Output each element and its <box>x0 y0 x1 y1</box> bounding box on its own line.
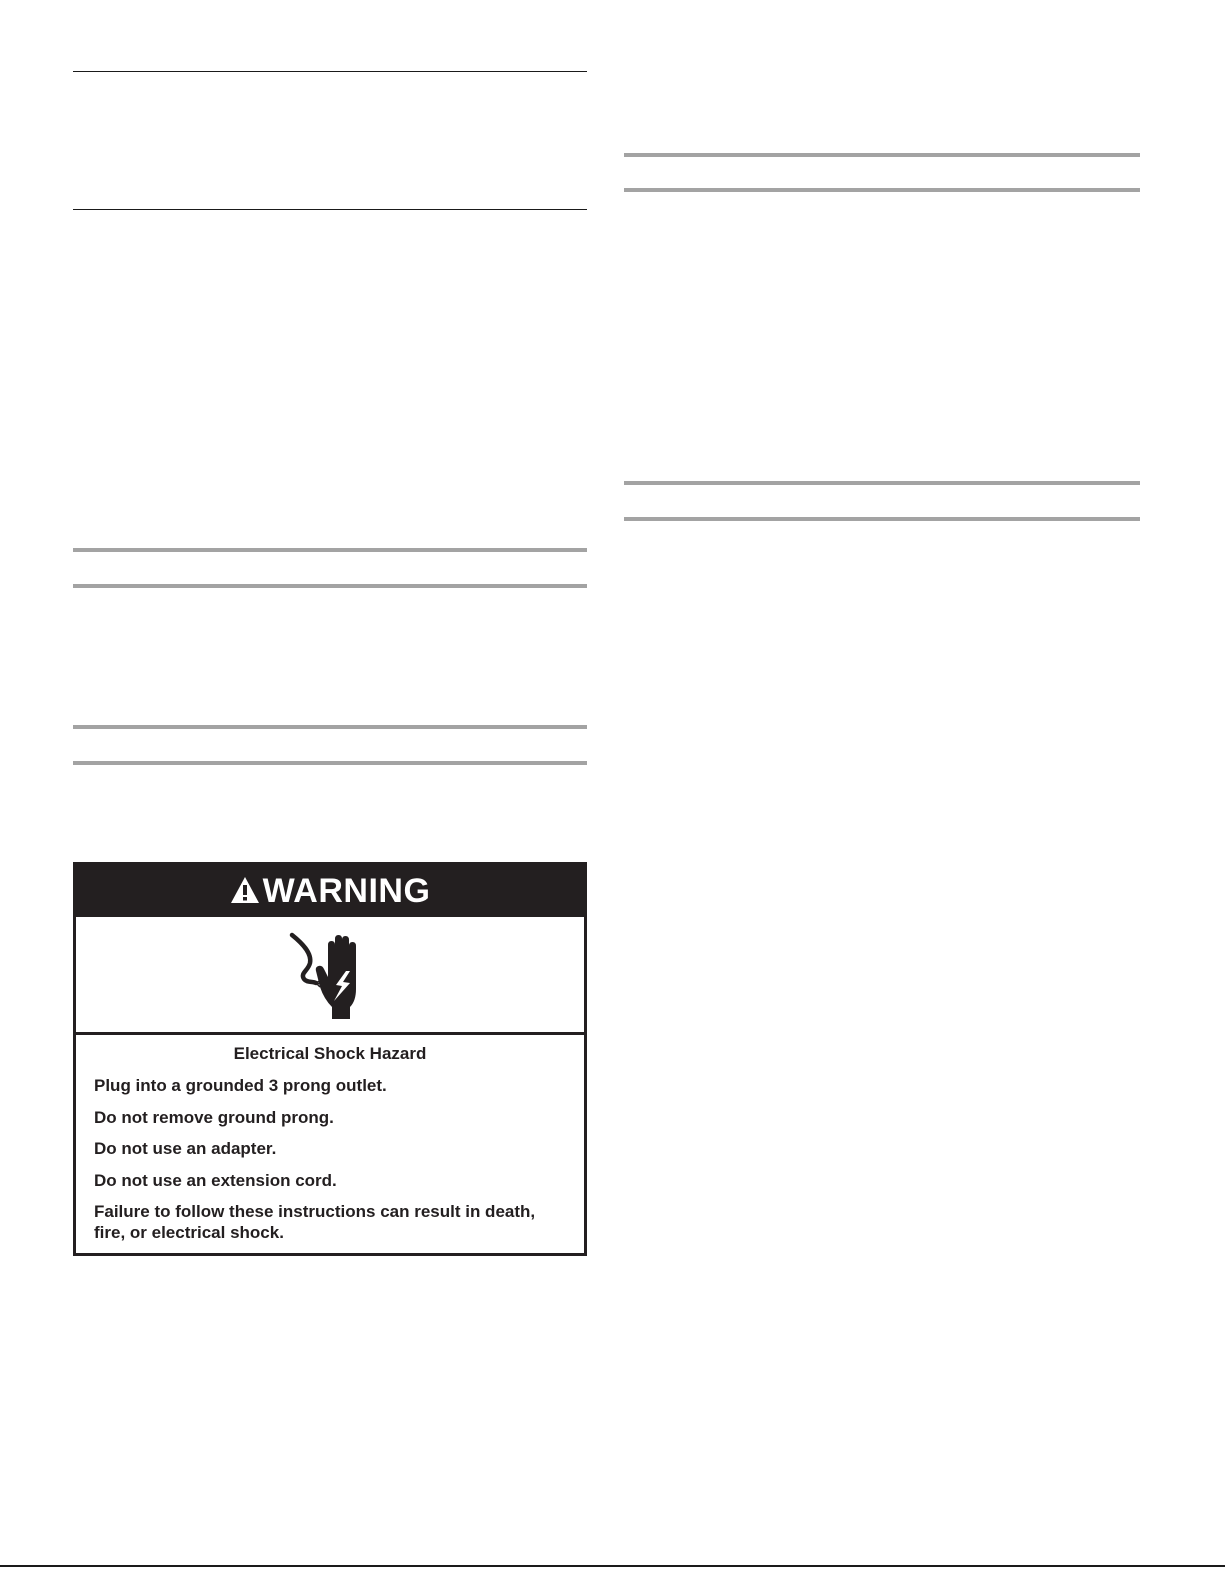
warning-instruction: Do not use an adapter. <box>94 1139 277 1158</box>
warning-title: WARNING <box>262 872 431 910</box>
hazard-title: Electrical Shock Hazard <box>233 1044 427 1063</box>
section-header-rule-top <box>73 548 587 552</box>
section-rule <box>73 209 587 210</box>
section-rule-top <box>73 71 587 72</box>
warning-instruction: Do not remove ground prong. <box>94 1107 334 1127</box>
warning-instruction: Do not use an extension cord. <box>94 1170 337 1190</box>
page-bottom-rule <box>0 1565 1225 1567</box>
warning-box <box>73 862 587 1256</box>
section-header-rule-bottom <box>624 188 1140 192</box>
hazard-symbol-panel <box>76 917 584 1035</box>
warning-body <box>76 1035 584 1254</box>
section-header-rule-bottom <box>624 517 1140 521</box>
warning-instruction: Plug into a grounded 3 prong outlet. <box>94 1076 387 1095</box>
electrical-shock-hand-icon <box>280 925 380 1025</box>
warning-header <box>76 865 584 917</box>
section-header-rule-top <box>73 725 587 729</box>
section-header-rule-bottom <box>73 761 587 765</box>
warning-instruction: Failure to follow these instructions can result in death, fire, or electrical shock. <box>94 1202 536 1242</box>
exclamation-triangle-icon <box>230 875 260 905</box>
section-header-rule-top <box>624 153 1140 157</box>
section-header-rule-bottom <box>73 584 587 588</box>
section-header-rule-top <box>624 481 1140 485</box>
